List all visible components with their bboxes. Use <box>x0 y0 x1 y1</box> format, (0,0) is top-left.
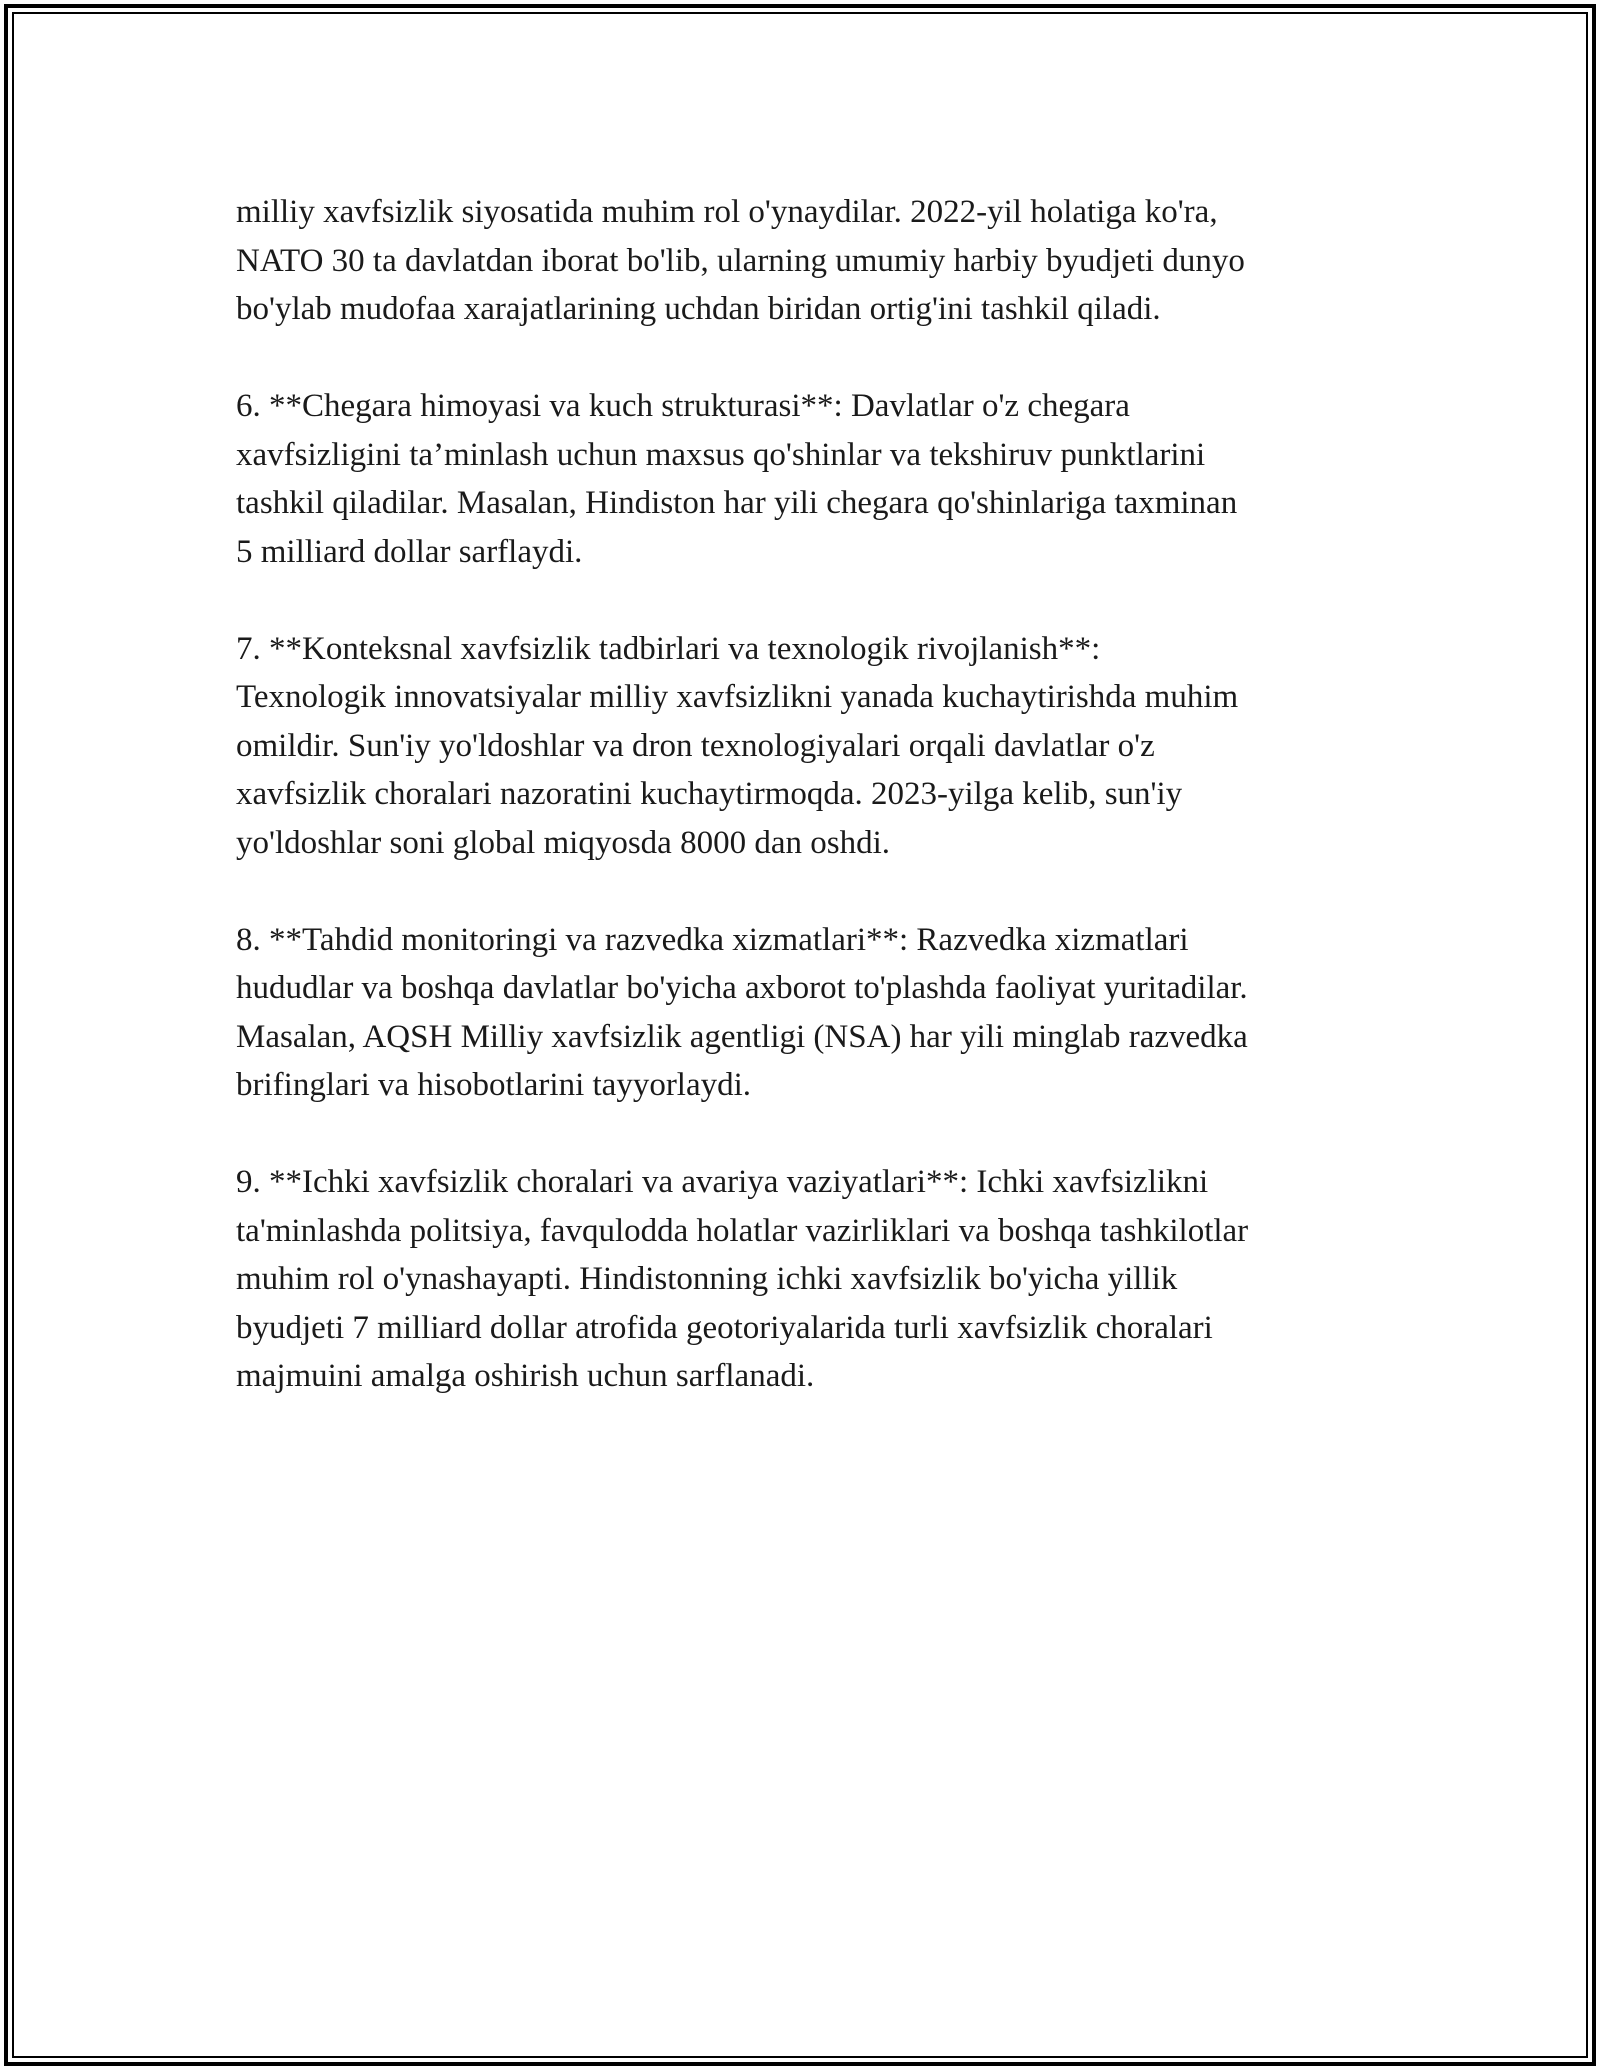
text-line: omildir. Sun'iy yo'ldoshlar va dron texnologiyalari orqali davlatlar o'z <box>236 727 1155 764</box>
text-line: 6. **Chegara himoyasi va kuch strukturasi**: Davlatlar o'z chegara <box>236 388 1130 424</box>
paragraph-item-8 <box>236 916 1376 1110</box>
text-line: tashkil qiladilar. Masalan, Hindiston har yili chegara qo'shinlariga taxminan <box>236 485 1238 521</box>
text-line: Masalan, AQSH Milliy xavfsizlik agentligi (NSA) har yili minglab razvedka <box>236 1018 1248 1055</box>
paragraph-item-9 <box>236 1158 1376 1401</box>
paragraph-intro-continuation <box>236 188 1376 334</box>
text-line: byudjeti 7 milliard dollar atrofida geotoriyalarida turli xavfsizlik choralari <box>236 1309 1213 1346</box>
text-line: xavfsizligini ta’minlash uchun maxsus qo'shinlar va tekshiruv punktlarini <box>236 436 1206 473</box>
text-line: muhim rol o'ynashayapti. Hindistonning ichki xavfsizlik bo'yicha yillik <box>236 1261 1178 1297</box>
text-line: majmuini amalga oshirish uchun sarflanadi. <box>236 1358 815 1394</box>
text-line: Texnologik innovatsiyalar milliy xavfsizlikni yanada kuchaytirishda muhim <box>236 679 1239 715</box>
text-line: ta'minlashda politsiya, favqulodda holatlar vazirliklari va boshqa tashkilotlar <box>236 1212 1249 1249</box>
document-body <box>236 188 1376 1449</box>
text-line: hududlar va boshqa davlatlar bo'yicha axborot to'plashda faoliyat yuritadilar. <box>236 970 1248 1006</box>
text-line: bo'ylab mudofaa xarajatlarining uchdan biridan ortig'ini tashkil qiladi. <box>236 291 1161 327</box>
text-line: milliy xavfsizlik siyosatida muhim rol o'ynaydilar. 2022-yil holatiga ko'ra, <box>236 194 1218 230</box>
text-line: 7. **Konteksnal xavfsizlik tadbirlari va texnologik rivojlanish**: <box>236 630 1101 667</box>
paragraph-item-6 <box>236 382 1376 576</box>
text-line: NATO 30 ta davlatdan iborat bo'lib, ularning umumiy harbiy byudjeti dunyo <box>236 242 1245 279</box>
text-line: 9. **Ichki xavfsizlik choralari va avariya vaziyatlari**: Ichki xavfsizlikni <box>236 1164 1209 1200</box>
text-line: xavfsizlik choralari nazoratini kuchaytirmoqda. 2023-yilga kelib, sun'iy <box>236 776 1183 812</box>
text-line: 5 milliard dollar sarflaydi. <box>236 533 583 570</box>
text-line: 8. **Tahdid monitoringi va razvedka xizmatlari**: Razvedka xizmatlari <box>236 921 1189 958</box>
paragraph-item-7 <box>236 625 1376 868</box>
text-line: yo'ldoshlar soni global miqyosda 8000 dan oshdi. <box>236 824 890 861</box>
text-line: brifinglari va hisobotlarini tayyorlaydi. <box>236 1067 752 1103</box>
